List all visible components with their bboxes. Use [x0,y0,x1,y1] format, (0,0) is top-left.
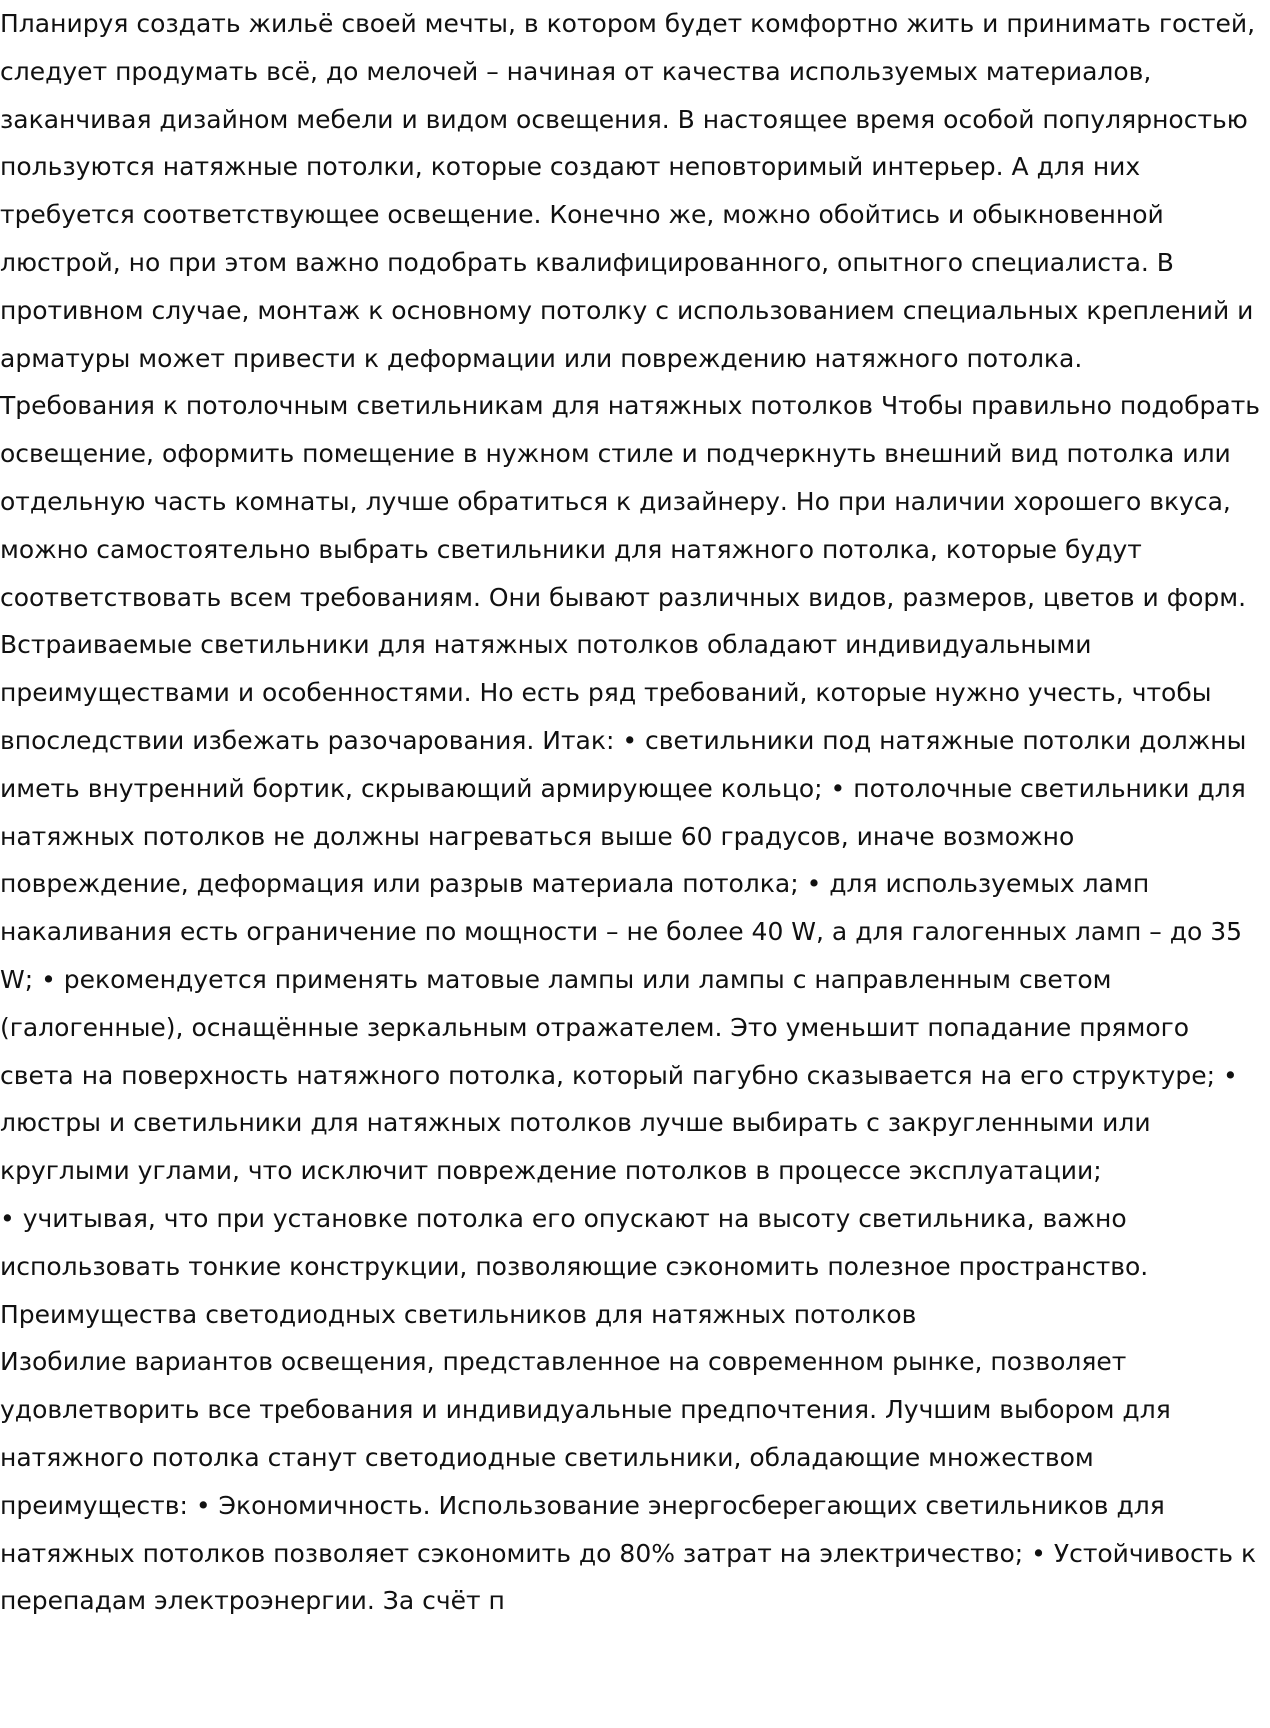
paragraph-led-advantages: Изобилие вариантов освещения, представленное на современном рынке, позволяет удовлетворить все требования и индивидуальные предпочтения. Лучшим выбором для натяжного потолка станут светодиодные светильники, обладающие множеством преимуществ: • Экономичность. Использование энергосберегающих светильников для натяжных потолков позволяет сэкономить до 80% затрат на электричество; • Устойчивость к перепадам электроэнергии. За счёт п [0,1347,1257,1616]
paragraph-requirements: Требования к потолочным светильникам для натяжных потолков Чтобы правильно подобрать освещение, оформить помещение в нужном стиле и подчеркнуть внешний вид потолка или отдельную часть комнаты, лучше обратиться к дизайнеру. Но при наличии хорошего вкуса, можно самостоятельно выбрать светильники для натяжного потолка, которые будут соответствовать всем требованиям. Они бывают различных видов, размеров, цветов и форм. Встраиваемые светильники для натяжных потолков обладают индивидуальными преимуществами и особенностями. Но есть ряд требований, которые нужно учесть, чтобы впоследствии избежать разочарования. Итак: • светильники под натяжные потолки должны иметь внутренний бортик, скрывающий армирующее кольцо; • потолочные светильники для натяжных потолков не должны нагреваться выше 60 градусов, иначе возможно повреждение, деформация или разрыв материала потолка; • для используемых ламп накаливания есть ограничение по мощности – не более 40 W, а для галогенных ламп – до 35 W; • рекомендуется применять матовые лампы или лампы с направленным светом (галогенные), оснащённые зеркальным отражателем. Это уменьшит попадание прямого света на поверхность натяжного потолка, который пагубно сказывается на его структуре; • люстры и светильники для натяжных потолков лучше выбирать с закругленными или круглыми углами, что исключит повреждение потолков в процессе эксплуатации; [0,391,1261,1186]
paragraph-intro: Планируя создать жильё своей мечты, в котором будет комфортно жить и принимать гостей, следует продумать всё, до мелочей – начиная от качества используемых материалов, заканчивая дизайном мебели и видом освещения. В настоящее время особой популярностью пользуются натяжные потолки, которые создают неповторимый интерьер. А для них требуется соответствующее освещение. Конечно же, можно обойтись и обыкновенной люстрой, но при этом важно подобрать квалифицированного, опытного специалиста. В противном случае, монтаж к основному потолку с использованием специальных креплений и арматуры может привести к деформации или повреждению натяжного потолка. [0,9,1256,373]
paragraph-thin-constructions: • учитывая, что при установке потолка его опускают на высоту светильника, важно использовать тонкие конструкции, позволяющие сэкономить полезное пространство. [0,1203,1149,1281]
section-heading-led-advantages: Преимущества светодиодных светильников для натяжных потолков [0,1299,917,1329]
